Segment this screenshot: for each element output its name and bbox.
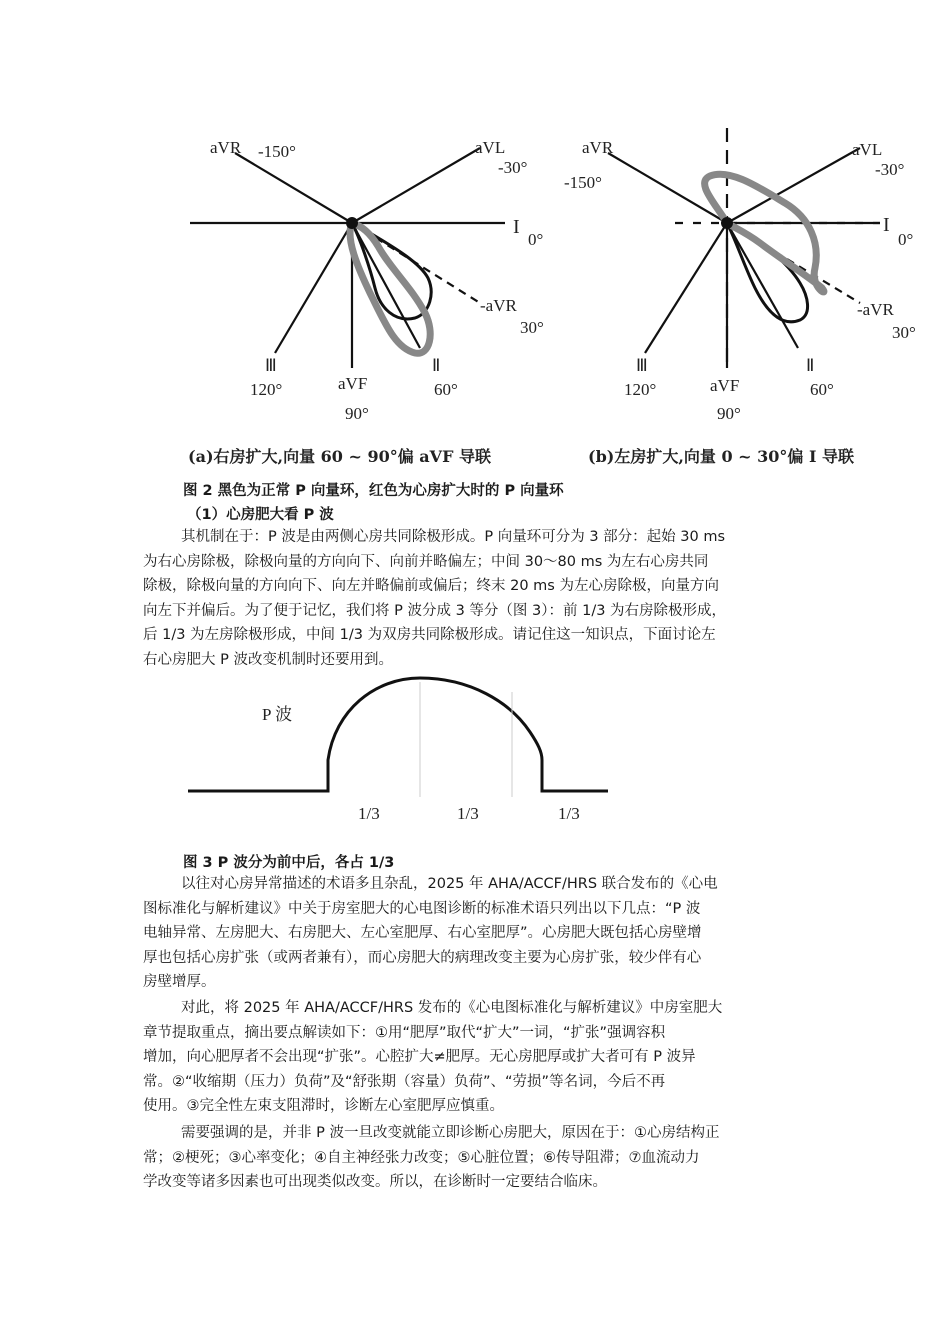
label-avl-b: aVL [852,140,883,159]
text-line: 后 1/3 为左房除极形成，中间 1/3 为双房共同除极形成。请记住这一知识点，下面讨论左 [143,627,716,644]
text-line: 厚也包括心房扩张（或两者兼有），而心房肥大的病理改变主要为心房扩张，较少伴有心 [143,949,702,966]
third-label-first: 1/3 [358,804,380,823]
text-line: 房壁增厚。 [143,974,216,991]
label-deg60-b: 60° [810,380,834,399]
label-lead-iii-b: Ⅲ [636,356,648,375]
label-deg120-b: 120° [624,380,657,399]
section-heading: （1）心房肥大看 P 波 [187,507,334,523]
text-line: 增加，向心肥厚者不会出现“扩张”。心腔扩大≠肥厚。无心房肥厚或扩大者可有 P 波异 [143,1049,696,1066]
text-line: 右心房肥大 P 波改变机制时还要用到。 [143,651,393,668]
label-deg30-b: 30° [892,323,916,342]
paragraph-3 [143,996,808,1119]
label-avr-a: aVR [210,138,242,157]
p-wave-label: P 波 [262,705,293,724]
label-avf-a: aVF [338,374,368,393]
label-m30-a: -30° [498,158,528,177]
caption-panel-a: (a)右房扩大,向量 60 ~ 90°偏 aVF 导联 [188,447,492,466]
paragraph-4 [143,1121,808,1195]
text-line: 章节提取重点，摘出要点解读如下：①用“肥厚”取代“扩大”一词，“扩张”强调容积 [143,1024,666,1041]
text-line: 对此，将 2025 年 AHA/ACCF/HRS 发布的《心电图标准化与解析建议》中房室肥大 [181,1000,723,1016]
figure-2 [180,128,930,473]
label-lead-ii-a: Ⅱ [432,356,441,375]
label-m150-b: -150° [564,173,602,192]
text-line: 图标准化与解析建议》中关于房室肥大的心电图诊断的标准术语只列出以下几点：“P 波 [143,900,701,917]
text-line: 常。②“收缩期（压力）负荷”及“舒张期（容量）负荷”、“劳损”等名词，今后不再 [143,1073,666,1090]
text-line: 使用。③完全性左束支阻滞时，诊断左心室肥厚应慎重。 [143,1098,504,1115]
label-m150-a: -150° [258,142,296,161]
label-navr-b: -aVR [857,300,894,319]
label-navr-a: -aVR [480,296,517,315]
label-lead-i-a: I [513,216,520,238]
paragraph-1 [143,525,808,673]
label-lead-i-b: I [883,214,890,236]
label-deg90-a: 90° [345,404,369,423]
label-deg0-b: 0° [898,230,914,249]
figure-3 [180,672,610,832]
text-line: 常；②梗死；③心率变化；④自主神经张力改变；⑤心脏位置；⑥传导阻滞；⑦血流动力 [143,1149,700,1166]
label-deg90-b: 90° [717,404,741,423]
label-deg30-a: 30° [520,318,544,337]
third-label-last: 1/3 [558,804,580,823]
p-wave-diagram [180,672,610,832]
label-m30-b: -30° [875,160,905,179]
text-line: 以往对心房异常描述的术语多且杂乱，2025 年 AHA/ACCF/HRS 联合发布的《心电 [181,876,718,892]
label-lead-ii-b: Ⅱ [806,356,815,375]
text-line: 学改变等诸多因素也可出现类似改变。所以，在诊断时一定要结合临床。 [143,1174,607,1191]
text-line: 除极，除极向量的方向向下、向左并略偏前或偏后；终末 20 ms 为左心房除极，向量方向 [143,578,719,595]
third-label-middle: 1/3 [457,804,479,823]
text-line: 向左下并偏后。为了便于记忆，我们将 P 波分成 3 等分（图 3）：前 1/3 为右房除极形成， [143,602,727,619]
text-line: 为右心房除极，除极向量的方向向下、向前并略偏左；中间 30～80 ms 为左右心房共同 [143,553,709,570]
label-deg0-a: 0° [528,230,544,249]
label-avl-a: aVL [475,138,506,157]
label-avr-b: aVR [582,138,614,157]
text-line: 需要强调的是，并非 P 波一旦改变就能立即诊断心房肥大，原因在于：①心房结构正 [181,1125,720,1141]
label-deg120-a: 120° [250,380,283,399]
label-lead-iii-a: Ⅲ [265,356,277,375]
figure-2-title: 图 2 黑色为正常 P 向量环，红色为心房扩大时的 P 向量环 [183,483,564,499]
caption-panel-b: (b)左房扩大,向量 0 ~ 30°偏 I 导联 [588,447,855,466]
text-line: 电轴异常、左房肥大、右房肥大、左心室肥厚、右心室肥厚”。心房肥大既包括心房壁增 [143,925,702,942]
label-avf-b: aVF [710,376,740,395]
figure-3-title: 图 3 P 波分为前中后，各占 1/3 [183,855,395,871]
text-line: 其机制在于：P 波是由两侧心房共同除极形成。P 向量环可分为 3 部分：起始 30 ms [181,529,725,545]
label-deg60-a: 60° [434,380,458,399]
paragraph-2 [143,872,808,995]
